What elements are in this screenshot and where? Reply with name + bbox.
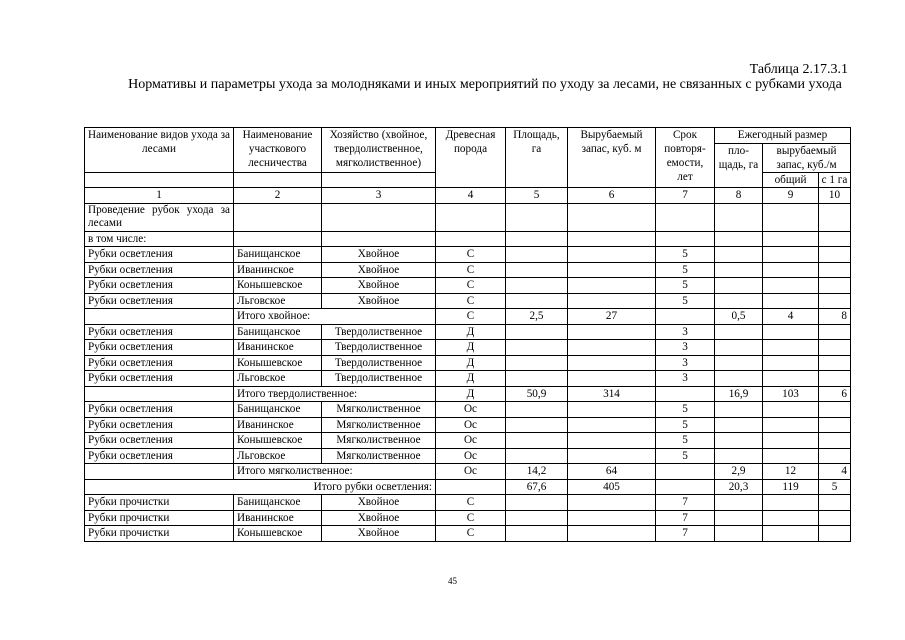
table-cell [715,402,763,418]
table-cell: Льговское [234,371,322,387]
table-cell [819,340,851,356]
table-cell [656,386,715,402]
table-cell [819,371,851,387]
table-row [85,433,851,449]
table-cell: Рубки осветления [85,417,234,433]
table-cell [568,278,656,294]
intro-cell: Проведение рубок ухода за лесами [85,203,234,231]
table-cell [85,309,234,325]
table-cell: С [436,278,506,294]
table-cell: Д [436,386,506,402]
table-row [85,355,851,371]
table-cell [763,293,819,309]
table-cell [506,262,568,278]
table-row [85,417,851,433]
column-number-row [85,188,851,204]
table-cell [568,355,656,371]
table-cell: 5 [819,479,851,495]
table-cell [715,247,763,263]
table-cell [763,402,819,418]
grand-total-row [85,479,851,495]
table-row [85,262,851,278]
table-cell: Д [436,324,506,340]
table-cell [656,309,715,325]
table-cell: Рубки осветления [85,278,234,294]
table-cell: Хвойное [322,526,436,542]
table-cell [819,417,851,433]
table-row [85,278,851,294]
table-cell: Иванинское [234,262,322,278]
table-cell [506,324,568,340]
table-cell: Иванинское [234,417,322,433]
table-cell [506,495,568,511]
table-cell: 7 [656,526,715,542]
table-cell: Рубки осветления [85,402,234,418]
table-cell: 67,6 [506,479,568,495]
table-cell: Мягколиственное [322,417,436,433]
table-cell: Твердолиственное [322,355,436,371]
col-number: 7 [656,188,715,204]
table-number: Таблица 2.17.3.1 [749,62,848,77]
table-cell: Рубки осветления [85,262,234,278]
table-cell [506,293,568,309]
header-cell: общий [763,172,819,188]
table-body [85,128,851,542]
table-cell: Рубки осветления [85,355,234,371]
table-cell: Банищанское [234,402,322,418]
table-cell: Итого твердолиственное: [234,386,436,402]
table-cell: Мягколиственное [322,433,436,449]
table-cell: С [436,510,506,526]
intro-row [85,231,851,247]
table-cell: Ос [436,402,506,418]
table-cell [506,340,568,356]
table-cell: Д [436,340,506,356]
table-cell [568,510,656,526]
table-cell [568,340,656,356]
header-cell: вырубаемый запас, куб./м [763,143,851,172]
table-cell: Банищанское [234,247,322,263]
table-cell [715,278,763,294]
table-cell [568,293,656,309]
table-cell: 5 [656,278,715,294]
table-cell: Банищанское [234,495,322,511]
table-cell: 0,5 [715,309,763,325]
table-cell: 6 [819,386,851,402]
table-cell [568,402,656,418]
table-cell: Рубки осветления [85,448,234,464]
table-cell: Хвойное [322,278,436,294]
table-cell [715,448,763,464]
table-cell: 5 [656,262,715,278]
col-number: 3 [322,188,436,204]
table-cell: 50,9 [506,386,568,402]
table-cell [568,371,656,387]
header-cell: с 1 га [819,172,851,188]
table-cell: 8 [819,309,851,325]
header-cell: Наименование участкового лесничества [234,128,322,173]
table-cell: 5 [656,293,715,309]
table-cell: Рубки прочистки [85,495,234,511]
table-cell [506,247,568,263]
table-cell: Хвойное [322,510,436,526]
table-cell: 5 [656,417,715,433]
table-cell: Ос [436,464,506,480]
table-cell [819,495,851,511]
table-cell: 119 [763,479,819,495]
table-cell: Льговское [234,293,322,309]
table-cell: Мягколиственное [322,448,436,464]
header-cell [85,172,234,188]
table-cell [763,433,819,449]
table-cell [506,433,568,449]
table-cell [819,247,851,263]
col-number: 1 [85,188,234,204]
col-number: 9 [763,188,819,204]
table-cell: Рубки осветления [85,293,234,309]
table-cell [715,495,763,511]
table-cell [568,262,656,278]
table-cell [715,433,763,449]
table-cell [568,448,656,464]
table-row [85,247,851,263]
table-cell [819,262,851,278]
table-cell: Рубки осветления [85,433,234,449]
col-number: 5 [506,188,568,204]
table-cell: 12 [763,464,819,480]
table-cell [763,278,819,294]
table-cell: Ос [436,417,506,433]
header-cell: Древесная порода [436,128,506,188]
table-cell [656,479,715,495]
table-cell: Хвойное [322,293,436,309]
header-cell: пло-щадь, га [715,143,763,188]
table-cell: 4 [819,464,851,480]
table-cell [763,371,819,387]
table-cell: 7 [656,510,715,526]
table-cell: Льговское [234,448,322,464]
table-cell: Мягколиственное [322,402,436,418]
table-cell: 3 [656,340,715,356]
intro-row [85,203,851,231]
col-number: 6 [568,188,656,204]
table-cell [715,355,763,371]
table-cell: Ос [436,448,506,464]
table-cell: С [436,495,506,511]
table-cell: 314 [568,386,656,402]
table-cell: 405 [568,479,656,495]
table-cell: Рубки осветления [85,340,234,356]
table-cell [763,510,819,526]
table-cell: 5 [656,247,715,263]
table-cell: Рубки осветления [85,247,234,263]
table-cell [568,324,656,340]
table-cell [715,371,763,387]
forest-care-table [84,127,851,542]
col-number: 4 [436,188,506,204]
header-row [85,128,851,144]
table-cell [506,278,568,294]
table-cell: Итого рубки осветления: [85,479,436,495]
table-cell: Д [436,355,506,371]
table-cell: 14,2 [506,464,568,480]
table-cell [506,402,568,418]
table-cell: Хвойное [322,262,436,278]
table-cell: Конышевское [234,355,322,371]
table-cell: С [436,262,506,278]
table-cell: Твердолиственное [322,371,436,387]
header-cell: Площадь, га [506,128,568,188]
table-cell: 20,3 [715,479,763,495]
table-cell [763,495,819,511]
table-cell: Хвойное [322,495,436,511]
table-cell: 2,5 [506,309,568,325]
table-cell: Ос [436,433,506,449]
table-cell [568,495,656,511]
table-row [85,510,851,526]
header-cell: Вырубаемый запас, куб. м [568,128,656,188]
table-cell [715,340,763,356]
table-row [85,402,851,418]
table-cell: Рубки прочистки [85,526,234,542]
table-cell [819,324,851,340]
header-cell: Хозяйство (хвойное, твердолиственное, мягколиственное) [322,128,436,173]
page-title: Нормативы и параметры ухода за молодняками и иных мероприятий по уходу за лесами, не связанных с рубками ухода [128,77,842,92]
table-cell: Итого мягколиственное: [234,464,436,480]
table-cell [819,402,851,418]
page-number: 45 [448,576,457,586]
table-cell [506,448,568,464]
table-cell [436,479,506,495]
table-cell: 4 [763,309,819,325]
table-cell: Итого хвойное: [234,309,436,325]
table-cell: 3 [656,355,715,371]
table-cell: Конышевское [234,433,322,449]
table-cell [656,464,715,480]
table-cell [819,433,851,449]
table-cell: Рубки осветления [85,324,234,340]
table-cell: Рубки осветления [85,371,234,387]
table-cell [763,448,819,464]
table-cell [715,510,763,526]
table-cell: 5 [656,448,715,464]
header-cell [322,172,436,188]
table-cell: 3 [656,371,715,387]
table-cell [506,417,568,433]
table-cell: Иванинское [234,510,322,526]
col-number: 8 [715,188,763,204]
table-cell: С [436,247,506,263]
table-row [85,371,851,387]
table-row [85,526,851,542]
subtotal-row [85,309,851,325]
table-cell: 27 [568,309,656,325]
table-cell: Твердолиственное [322,340,436,356]
table-cell: 103 [763,386,819,402]
table-cell [819,278,851,294]
table-cell: Конышевское [234,526,322,542]
table-row [85,448,851,464]
table-cell [819,526,851,542]
table-cell: 64 [568,464,656,480]
table-cell [819,510,851,526]
header-cell: Наименование видов ухода за лесами [85,128,234,173]
table-cell [763,355,819,371]
intro-cell: в том числе: [85,231,234,247]
subtotal-row [85,386,851,402]
table-cell: Банищанское [234,324,322,340]
table-cell: 5 [656,402,715,418]
table-cell [715,526,763,542]
table-cell: 3 [656,324,715,340]
table-cell [715,417,763,433]
header-cell [234,172,322,188]
table-cell: С [436,293,506,309]
table-cell: 5 [656,433,715,449]
table-cell [715,293,763,309]
header-cell: Срок повторя-емости, лет [656,128,715,188]
table-cell: С [436,526,506,542]
table-cell: Рубки прочистки [85,510,234,526]
table-cell [763,247,819,263]
table-cell [819,355,851,371]
table-cell [763,324,819,340]
table-row [85,340,851,356]
table-cell [763,340,819,356]
table-cell [506,510,568,526]
table-cell [763,526,819,542]
header-cell: Ежегодный размер [715,128,851,144]
table-row [85,495,851,511]
table-cell: Хвойное [322,247,436,263]
table-cell [568,417,656,433]
col-number: 2 [234,188,322,204]
table-cell [819,448,851,464]
table-cell [568,526,656,542]
table-cell [763,417,819,433]
table-cell: 2,9 [715,464,763,480]
table-cell [715,324,763,340]
table-cell [715,262,763,278]
table-cell [85,386,234,402]
table-cell: Конышевское [234,278,322,294]
table-cell [568,433,656,449]
table-cell: 7 [656,495,715,511]
subtotal-row [85,464,851,480]
table-cell: Иванинское [234,340,322,356]
col-number: 10 [819,188,851,204]
table-cell [506,371,568,387]
table-row [85,293,851,309]
table-cell: Твердолиственное [322,324,436,340]
table-cell [819,293,851,309]
table-cell [506,526,568,542]
table-cell [506,355,568,371]
table-cell [85,464,234,480]
table-cell [568,247,656,263]
table-cell: Д [436,371,506,387]
table-cell [763,262,819,278]
table-row [85,324,851,340]
table-cell: 16,9 [715,386,763,402]
table-cell: С [436,309,506,325]
